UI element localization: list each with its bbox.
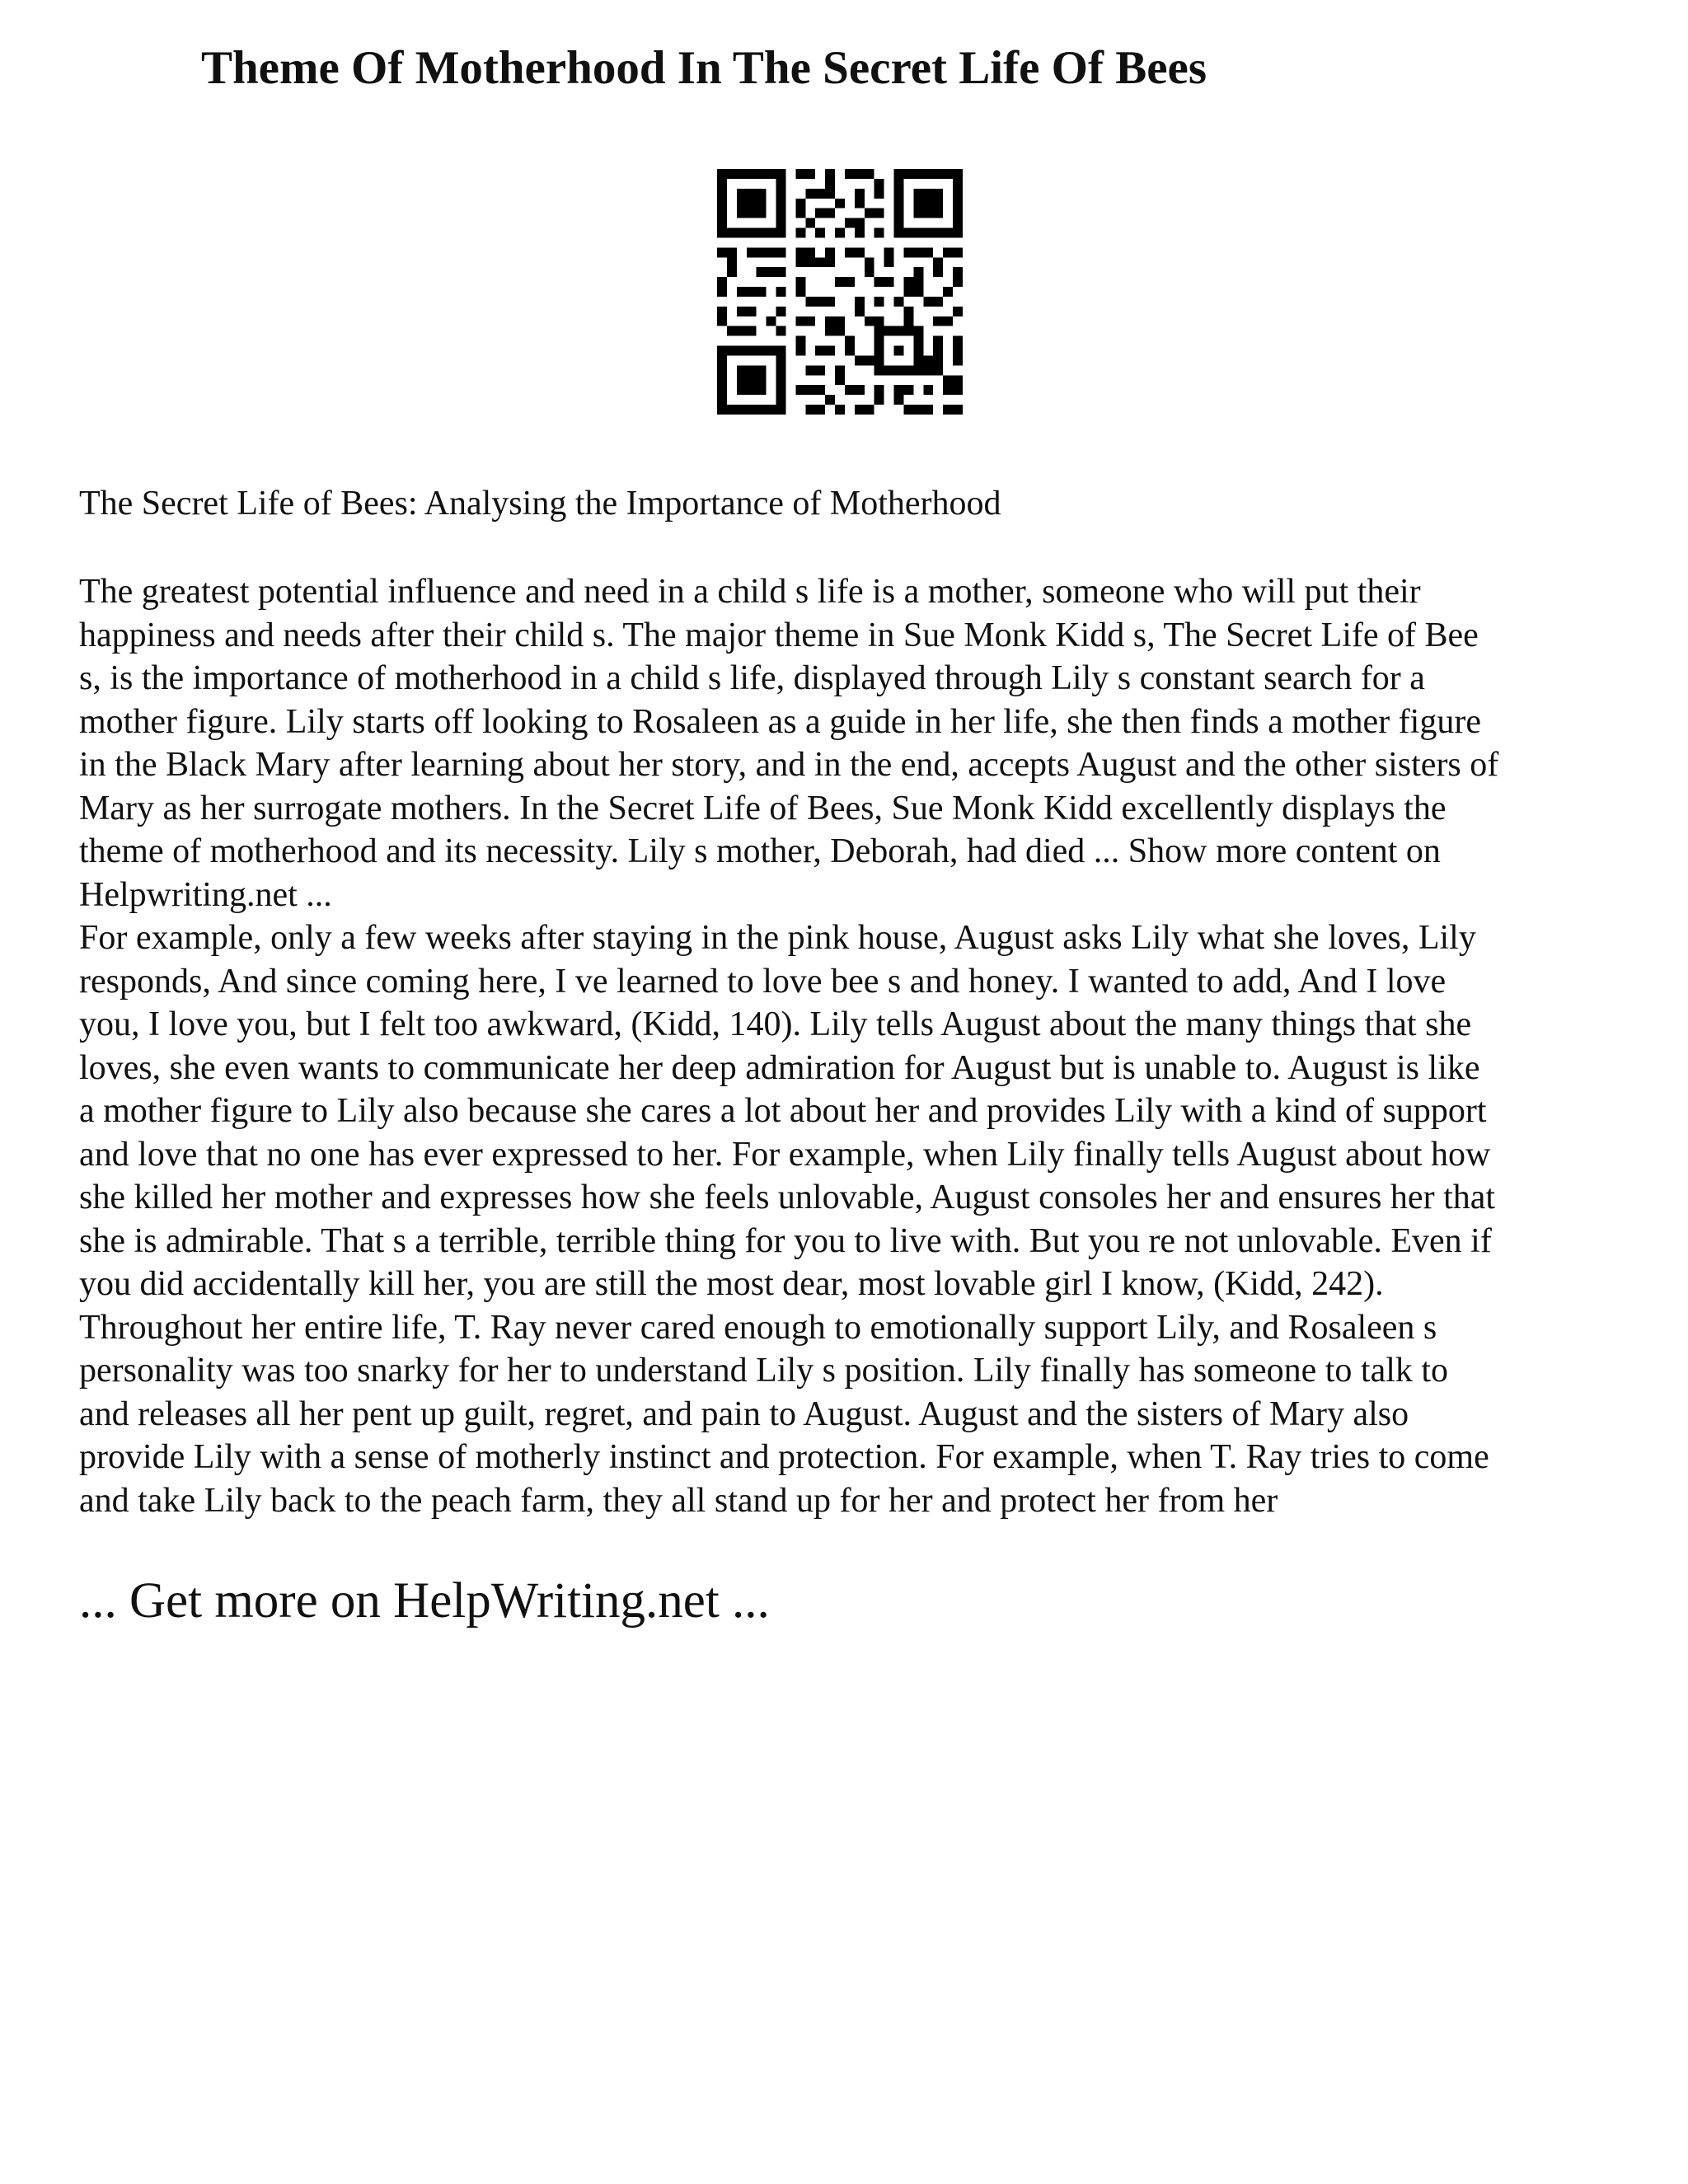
body-line: Throughout her entire life, T. Ray never cared enough to emotionally support Lily, and Rosaleen s (79, 1308, 1437, 1347)
article-subtitle: The Secret Life of Bees: Analysing the Importance of Motherhood (79, 485, 1001, 523)
body-line: For example, only a few weeks after staying in the pink house, August asks Lily what she loves, Lily (79, 919, 1476, 957)
qr-code-icon (717, 169, 963, 415)
body-line: you did accidentally kill her, you are still the most dear, most lovable girl I know, (Kidd, 242). (79, 1265, 1384, 1303)
body-line: and love that no one has ever expressed to her. For example, when Lily finally tells August about how (79, 1135, 1491, 1174)
body-line: happiness and needs after their child s. The major theme in Sue Monk Kidd s, The Secret Life of Bee (79, 616, 1479, 654)
body-line: theme of motherhood and its necessity. Lily s mother, Deborah, had died ... Show more content on (79, 832, 1441, 870)
body-line: and releases all her pent up guilt, regret, and pain to August. August and the sisters of Mary also (79, 1394, 1409, 1433)
body-line: Mary as her surrogate mothers. In the Secret Life of Bees, Sue Monk Kidd excellently displays the (79, 789, 1447, 827)
body-line: in the Black Mary after learning about her story, and in the end, accepts August and the other sisters of (79, 746, 1499, 784)
body-line: responds, And since coming here, I ve learned to love bee s and honey. I wanted to add, And I love (79, 962, 1447, 1001)
body-line: you, I love you, but I felt too awkward, (Kidd, 140). Lily tells August about the many things that she (79, 1005, 1472, 1043)
get-more-link[interactable]: ... Get more on HelpWriting.net ... (79, 1573, 770, 1629)
body-line: provide Lily with a sense of motherly instinct and protection. For example, when T. Ray tries to come (79, 1438, 1489, 1476)
body-line: a mother figure to Lily also because she cares a lot about her and provides Lily with a kind of support (79, 1092, 1487, 1130)
body-line: she killed her mother and expresses how she feels unlovable, August consoles her and ensures her that (79, 1179, 1496, 1216)
page-title: Theme Of Motherhood In The Secret Life Of Bees (200, 42, 1207, 94)
body-line: mother figure. Lily starts off looking to Rosaleen as a guide in her life, she then finds a mother figure (79, 702, 1481, 741)
body-line: Helpwriting.net ... (79, 875, 332, 914)
body-line: The greatest potential influence and need in a child s life is a mother, someone who will put their (79, 573, 1421, 611)
body-line: loves, she even wants to communicate her deep admiration for August but is unable to. August is like (79, 1048, 1480, 1087)
article-body (79, 570, 1645, 1522)
body-line: and take Lily back to the peach farm, they all stand up for her and protect her from her (79, 1481, 1278, 1520)
body-line: she is admirable. That s a terrible, terrible thing for you to live with. But you re not unlovable. Even if (79, 1221, 1492, 1260)
body-line: s, is the importance of motherhood in a child s life, displayed through Lily s constant search for a (79, 659, 1425, 697)
body-line: personality was too snarky for her to understand Lily s position. Lily finally has someone to talk to (79, 1352, 1449, 1390)
